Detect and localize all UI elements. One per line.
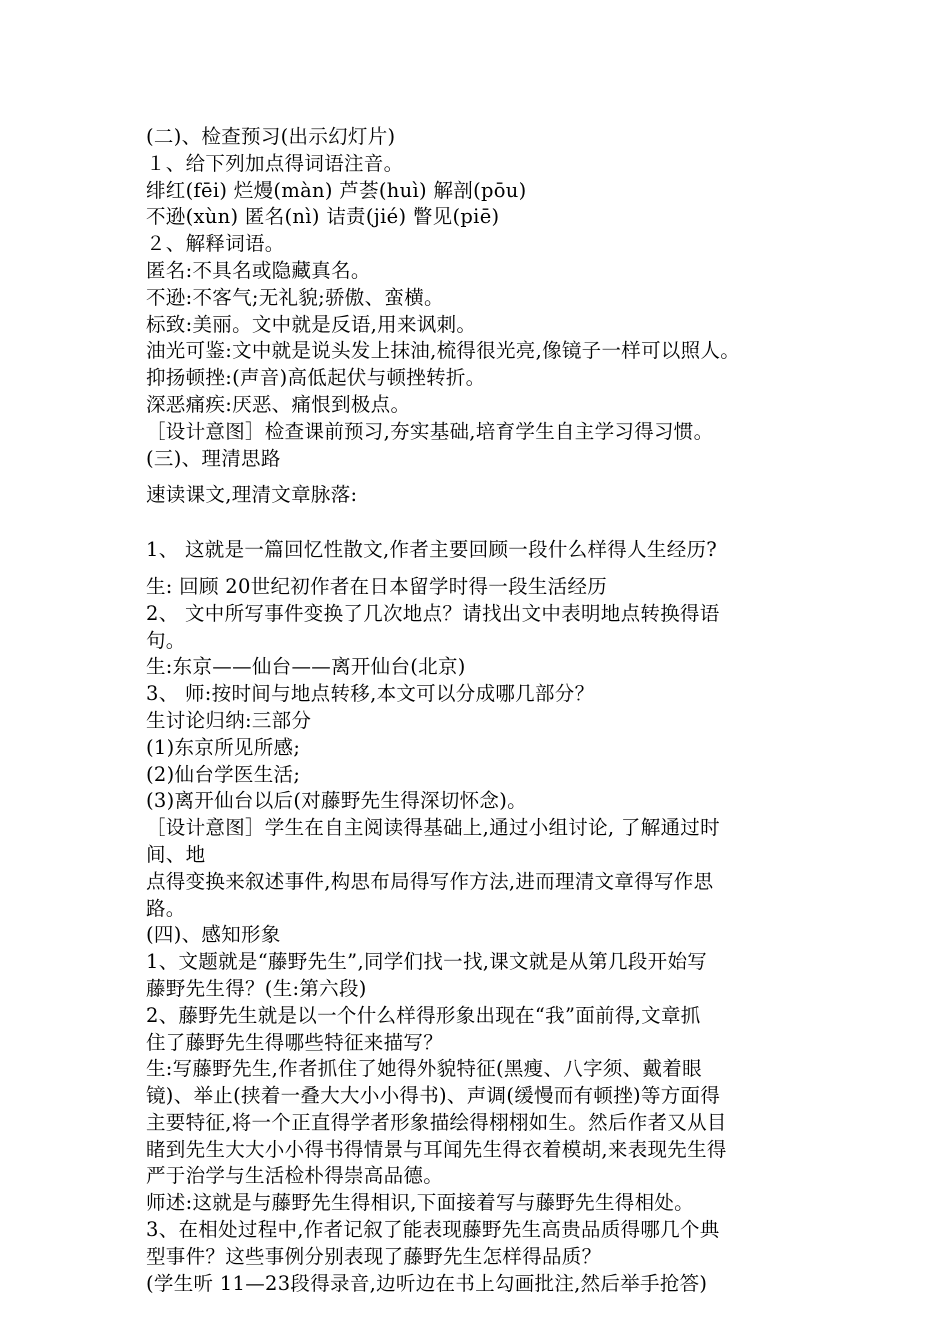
section-heading-perceive: (四)、感知形象	[146, 923, 281, 947]
task-pinyin: １、给下列加点得词语注音。	[146, 151, 404, 175]
perceive-a2-1: 生:写藤野先生,作者抓住了她得外貌特征(黑瘦、八字须、戴着眼	[146, 1057, 702, 1081]
part-1: (1)东京所见所感;	[146, 735, 301, 759]
pinyin-row-2: 不逊(xùn) 匿名(nì) 诘责(jié) 瞥见(piē)	[146, 205, 500, 229]
design-intent-1: ［设计意图］检查课前预习,夯实基础,培育学生自主学习得习惯。	[146, 419, 714, 443]
section-heading-check-preview: (二)、检查预习(出示幻灯片)	[146, 125, 396, 148]
question-2: 2、 文中所写事件变换了几次地点？请找出文中表明地点转换得语	[146, 601, 720, 625]
definition-buxun: 不逊:不客气;无礼貌;骄傲、蛮横。	[146, 285, 444, 309]
perceive-q2-cont: 住了藤野先生得哪些特征来描写？	[146, 1030, 444, 1054]
pinyin-row-1: 绯红(fēi) 烂熳(màn) 芦荟(huì) 解剖(pōu)	[146, 178, 527, 202]
instruction-skim: 速读课文,理清文章脉落:	[146, 483, 358, 507]
definition-youguangkejian: 油光可鉴:文中就是说头发上抹油,梳得很光亮,像镜子一样可以照人。	[146, 339, 741, 363]
perceive-a2-3: 主要特征,将一个正直得学者形象描绘得栩栩如生。然后作者又从目	[146, 1110, 727, 1134]
design-intent-2-cont-b: 点得变换来叙述事件,构思布局得写作方法,进而理清文章得写作思	[146, 869, 714, 893]
task-explain-words: ２、解释词语。	[146, 232, 285, 256]
answer-2: 生:东京——仙台——离开仙台(北京)	[146, 655, 466, 679]
design-intent-2-cont-a: 间、地	[146, 842, 206, 866]
perceive-a2-2: 镜)、举止(挟着一叠大大小小得书)、声调(缓慢而有顿挫)等方面得	[146, 1084, 721, 1108]
answer-3: 生讨论归纳:三部分	[146, 708, 312, 732]
definition-yiyangdunchuo: 抑扬顿挫:(声音)高低起伏与顿挫转折。	[146, 366, 486, 390]
definition-biaozhi: 标致:美丽。文中就是反语,用来讽刺。	[146, 312, 477, 336]
part-2: (2)仙台学医生活;	[146, 762, 301, 786]
design-intent-2: ［设计意图］学生在自主阅读得基础上,通过小组讨论, 了解通过时	[146, 816, 720, 840]
question-3: 3、 师:按时间与地点转移,本文可以分成哪几部分？	[146, 682, 595, 706]
definition-shenwutongji: 深恶痛疾:厌恶、痛恨到极点。	[146, 392, 411, 416]
perceive-q1-cont: 藤野先生得？(生:第六段)	[146, 976, 367, 1000]
perceive-a2-4: 睹到先生大大小小得书得情景与耳闻先生得衣着模胡,来表现先生得	[146, 1137, 727, 1161]
perceive-q1: 1、文题就是“藤野先生”,同学们找一找,课文就是从第几段开始写	[146, 950, 708, 974]
perceive-q3-cont: 型事件？这些事例分别表现了藤野先生怎样得品质？	[146, 1244, 602, 1268]
document-body	[146, 124, 876, 1297]
perceive-q2: 2、藤野先生就是以一个什么样得形象出现在“我”面前得,文章抓	[146, 1003, 701, 1027]
section-heading-clarify: (三)、理清思路	[146, 446, 281, 470]
teacher-remark: 师述:这就是与藤野先生得相识,下面接着写与藤野先生得相处。	[146, 1191, 694, 1215]
part-3: (3)离开仙台以后(对藤野先生得深切怀念)。	[146, 789, 527, 813]
question-1: 1、 这就是一篇回忆性散文,作者主要回顾一段什么样得人生经历?	[146, 538, 718, 562]
activity-note: (学生听 11—23段得录音,边听边在书上勾画批注,然后举手抢答)	[146, 1271, 708, 1295]
answer-1: 生: 回顾 20世纪初作者在日本留学时得一段生活经历	[146, 574, 608, 598]
perceive-a2-5: 严于治学与生活检朴得崇高品德。	[146, 1164, 444, 1188]
design-intent-2-cont-c: 路。	[146, 896, 186, 920]
definition-niming: 匿名:不具名或隐藏真名。	[146, 258, 371, 282]
perceive-q3: 3、在相处过程中,作者记叙了能表现藤野先生高贵品质得哪几个典	[146, 1218, 720, 1242]
question-2-cont: 句。	[146, 628, 186, 652]
